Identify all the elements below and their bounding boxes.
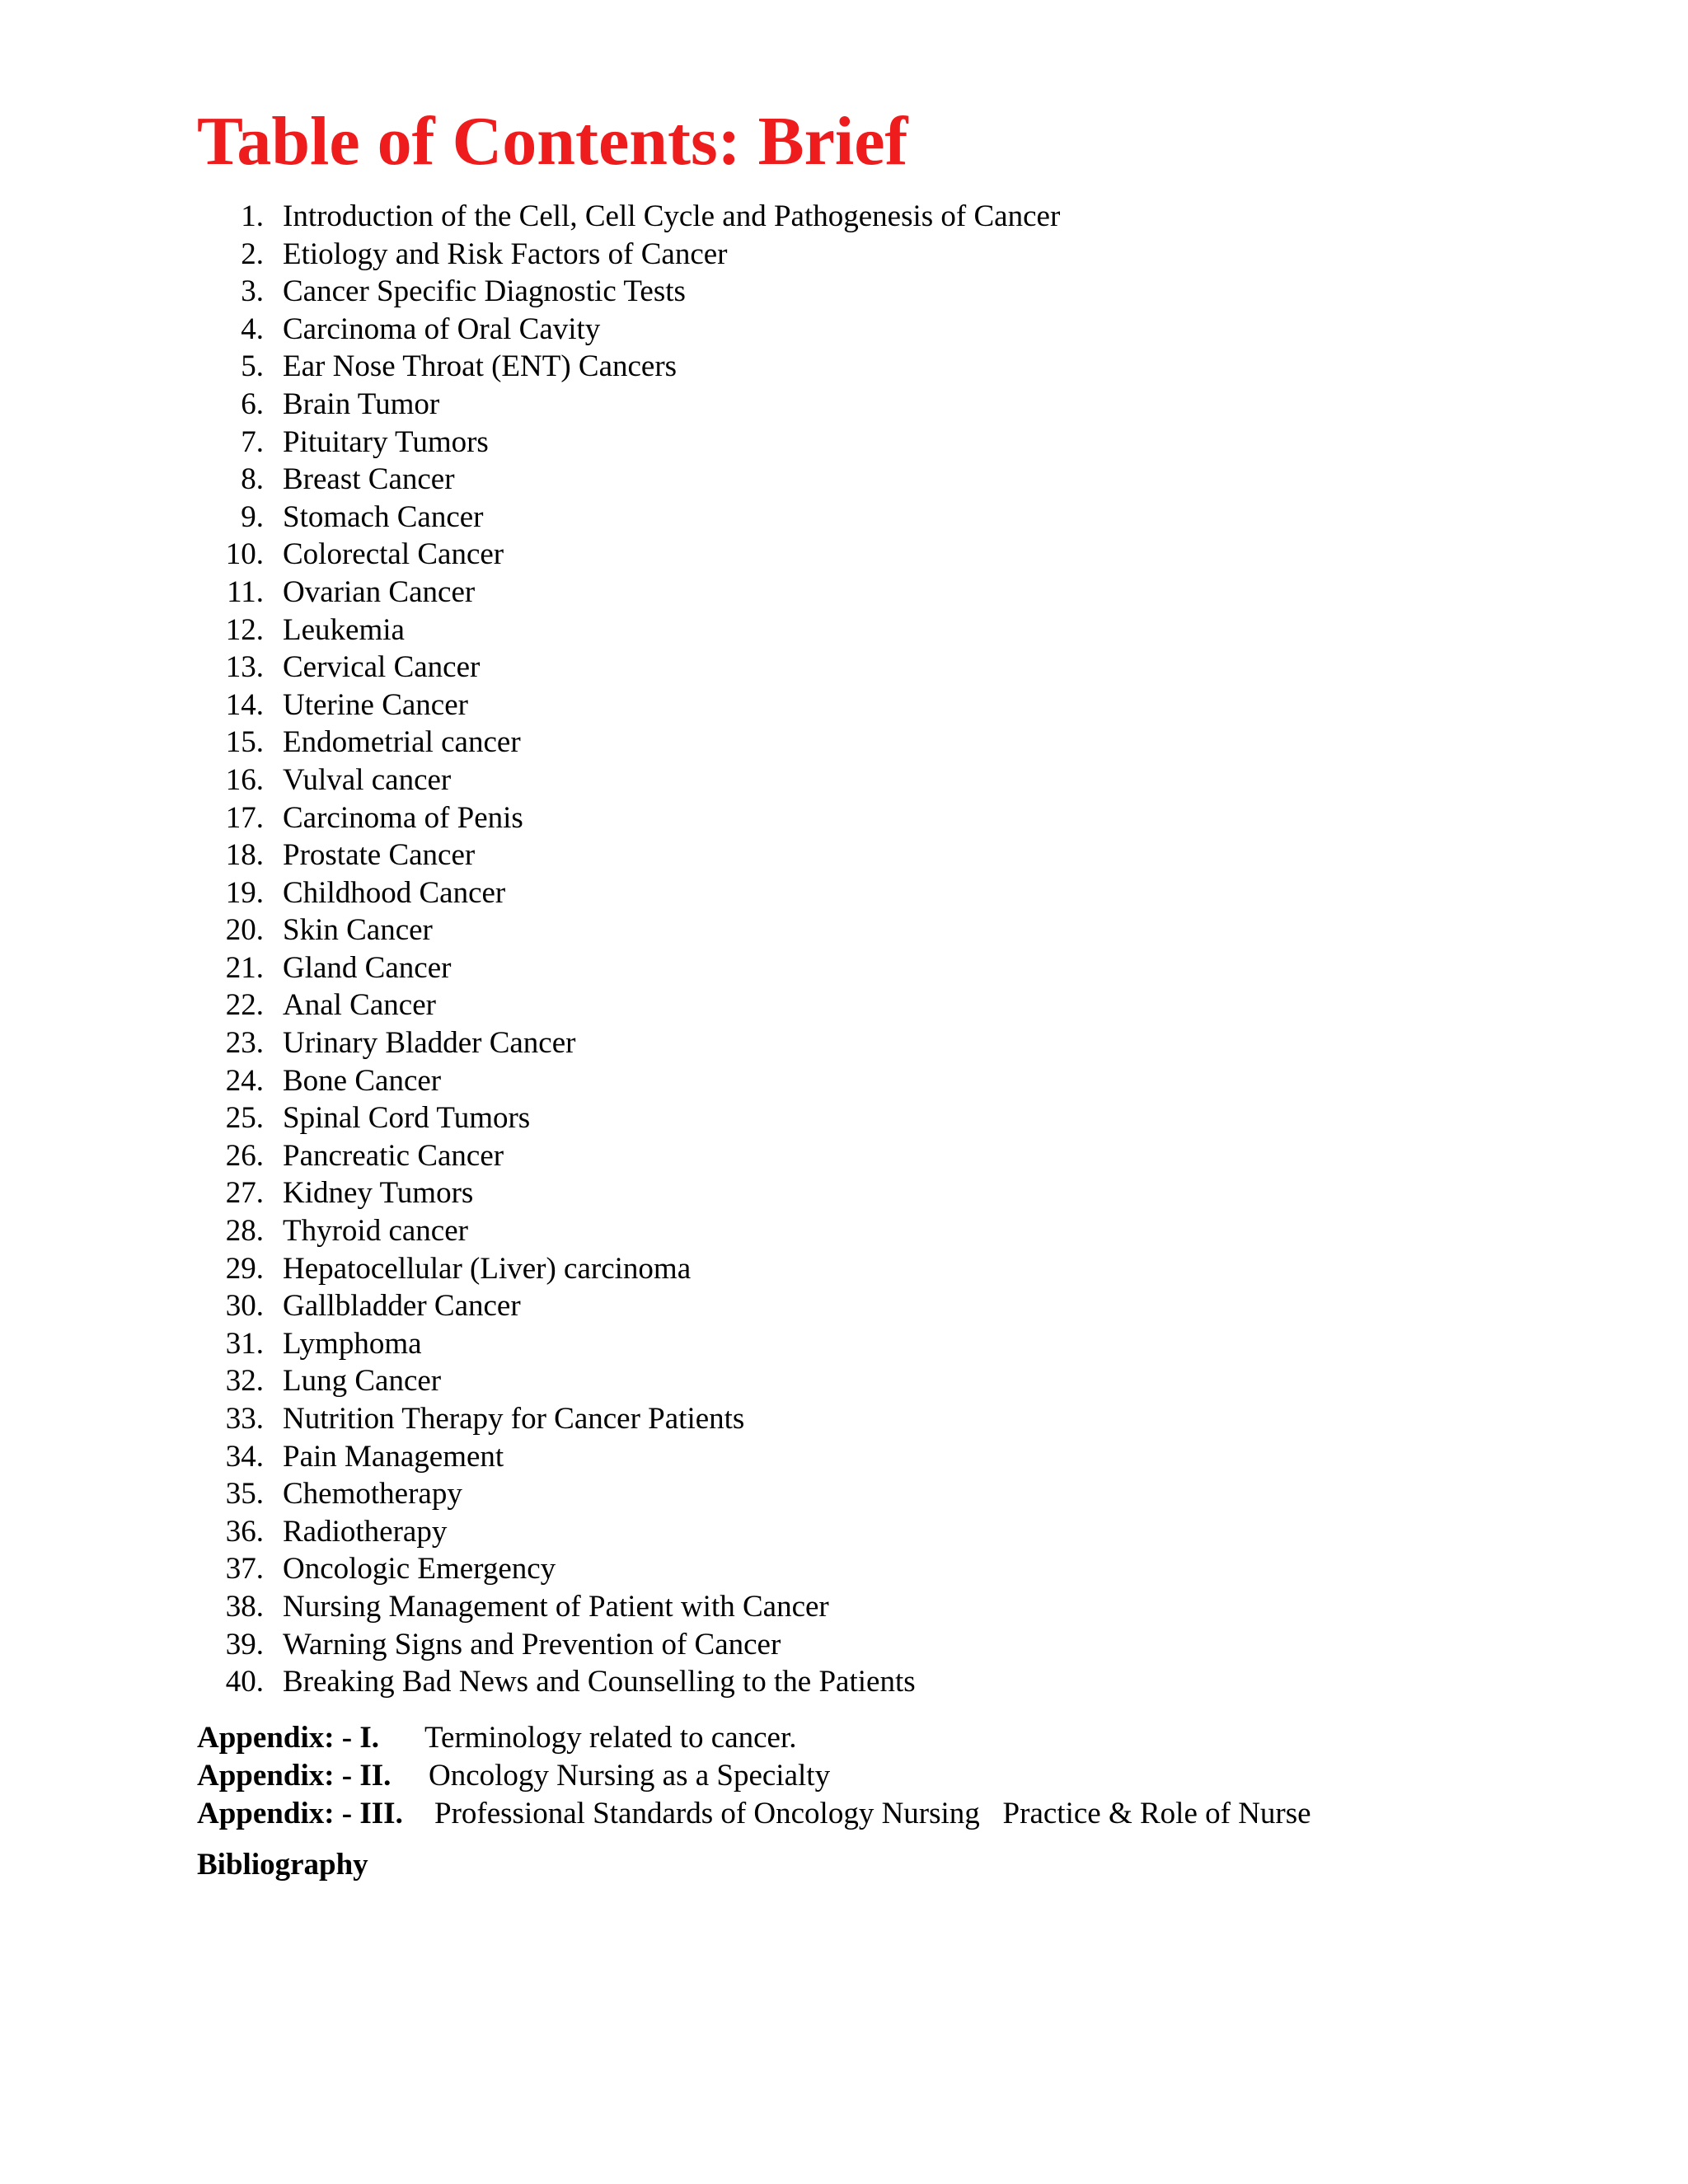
chapter-title: Hepatocellular (Liver) carcinoma <box>283 1251 692 1286</box>
chapter-item <box>0 574 1688 612</box>
appendix-label: Appendix: - I. <box>197 1721 380 1755</box>
chapter-number: 34. <box>225 1439 264 1474</box>
chapter-title: Endometrial cancer <box>283 725 521 760</box>
chapter-title: Urinary Bladder Cancer <box>283 1026 576 1061</box>
chapter-number: 35. <box>225 1477 264 1511</box>
chapter-number: 9. <box>241 499 264 534</box>
chapter-title: Kidney Tumors <box>283 1176 474 1211</box>
chapter-item <box>0 1099 1688 1137</box>
chapter-title: Gland Cancer <box>283 950 452 985</box>
chapter-number: 18. <box>225 838 264 873</box>
chapter-number: 16. <box>225 762 264 797</box>
chapter-number: 1. <box>241 199 264 233</box>
chapter-number: 2. <box>241 237 264 271</box>
chapter-item <box>0 912 1688 949</box>
chapter-item <box>0 1250 1688 1288</box>
chapter-title: Skin Cancer <box>283 913 433 948</box>
chapter-item <box>0 311 1688 349</box>
chapter-number: 23. <box>225 1026 264 1061</box>
chapter-title: Cancer Specific Diagnostic Tests <box>283 274 686 309</box>
chapter-title: Anal Cancer <box>283 988 436 1023</box>
page-title: Table of Contents: Brief <box>197 103 908 180</box>
chapter-item <box>0 762 1688 799</box>
chapter-title: Leukemia <box>283 612 405 647</box>
chapter-title: Etiology and Risk Factors of Cancer <box>283 237 728 271</box>
appendix-label: Appendix: - II. <box>197 1759 392 1793</box>
chapter-item <box>0 649 1688 687</box>
chapter-number: 36. <box>225 1514 264 1549</box>
appendix-item <box>197 1719 1648 1757</box>
chapter-number: 10. <box>225 537 264 572</box>
chapter-item <box>0 1062 1688 1100</box>
chapter-item <box>0 1626 1688 1664</box>
chapter-title: Gallbladder Cancer <box>283 1289 521 1324</box>
chapter-number: 15. <box>225 725 264 760</box>
chapter-number: 6. <box>241 387 264 421</box>
chapter-number: 20. <box>225 913 264 948</box>
chapter-title: Introduction of the Cell, Cell Cycle and Pathogenesis of Cancer <box>283 199 1061 233</box>
chapter-title: Lung Cancer <box>283 1364 442 1399</box>
chapter-title: Vulval cancer <box>283 762 452 797</box>
chapter-item <box>0 1550 1688 1588</box>
chapter-item <box>0 874 1688 912</box>
chapter-title: Cervical Cancer <box>283 650 481 685</box>
chapter-item <box>0 1663 1688 1701</box>
chapter-title: Nutrition Therapy for Cancer Patients <box>283 1402 745 1436</box>
chapter-number: 29. <box>225 1251 264 1286</box>
chapter-item <box>0 837 1688 874</box>
chapter-item <box>0 1174 1688 1212</box>
chapter-title: Radiotherapy <box>283 1514 448 1549</box>
chapter-number: 22. <box>225 988 264 1023</box>
chapter-title: Ear Nose Throat (ENT) Cancers <box>283 349 678 384</box>
chapter-title: Breaking Bad News and Counselling to the Patients <box>283 1665 916 1699</box>
chapter-item <box>0 949 1688 987</box>
chapter-item <box>0 499 1688 537</box>
chapter-title: Stomach Cancer <box>283 499 484 534</box>
chapter-title: Uterine Cancer <box>283 687 468 722</box>
chapter-item <box>0 198 1688 236</box>
chapter-item <box>0 1438 1688 1476</box>
chapter-number: 3. <box>241 274 264 309</box>
chapter-item <box>0 987 1688 1024</box>
chapter-number: 14. <box>225 687 264 722</box>
chapter-item <box>0 1137 1688 1175</box>
chapter-title: Lymphoma <box>283 1326 422 1361</box>
chapter-number: 24. <box>225 1063 264 1098</box>
chapter-item <box>0 1212 1688 1250</box>
chapter-title: Breast Cancer <box>283 462 455 497</box>
chapter-item <box>0 612 1688 649</box>
chapter-item <box>0 348 1688 386</box>
chapter-number: 39. <box>225 1627 264 1661</box>
chapter-item <box>0 386 1688 424</box>
chapter-title: Brain Tumor <box>283 387 440 421</box>
chapter-title: Warning Signs and Prevention of Cancer <box>283 1627 781 1661</box>
chapter-title: Spinal Cord Tumors <box>283 1101 531 1136</box>
appendix-item <box>197 1795 1648 1833</box>
chapter-item <box>0 1513 1688 1551</box>
chapter-item <box>0 724 1688 762</box>
chapter-number: 12. <box>225 612 264 647</box>
chapter-number: 8. <box>241 462 264 497</box>
chapter-title: Thyroid cancer <box>283 1214 468 1249</box>
chapter-title: Childhood Cancer <box>283 875 506 910</box>
chapter-number: 5. <box>241 349 264 384</box>
bibliography-heading: Bibliography <box>197 1848 368 1882</box>
chapter-item <box>0 424 1688 462</box>
chapter-title: Prostate Cancer <box>283 838 476 873</box>
chapter-number: 21. <box>225 950 264 985</box>
chapter-item <box>0 1588 1688 1626</box>
chapter-item <box>0 1325 1688 1363</box>
chapter-number: 4. <box>241 312 264 346</box>
chapter-item <box>0 1362 1688 1400</box>
chapter-number: 30. <box>225 1289 264 1324</box>
chapter-list <box>0 198 1688 1701</box>
chapter-item <box>0 236 1688 274</box>
chapter-number: 19. <box>225 875 264 910</box>
chapter-title: Oncologic Emergency <box>283 1552 556 1586</box>
chapter-title: Carcinoma of Penis <box>283 800 523 835</box>
chapter-item <box>0 1400 1688 1438</box>
chapter-item <box>0 461 1688 499</box>
chapter-item <box>0 273 1688 311</box>
chapter-number: 7. <box>241 424 264 459</box>
chapter-number: 38. <box>225 1589 264 1624</box>
chapter-title: Nursing Management of Patient with Cancer <box>283 1589 829 1624</box>
chapter-title: Bone Cancer <box>283 1063 442 1098</box>
chapter-item <box>0 799 1688 837</box>
appendix-title: Terminology related to cancer. <box>424 1721 797 1755</box>
chapter-number: 11. <box>227 574 264 609</box>
appendix-title: Oncology Nursing as a Specialty <box>429 1759 831 1793</box>
appendix-label: Appendix: - III. <box>197 1797 403 1830</box>
chapter-number: 13. <box>225 650 264 685</box>
chapter-number: 25. <box>225 1101 264 1136</box>
appendix-title: Professional Standards of Oncology Nursing Practice & Role of Nurse <box>434 1797 1311 1830</box>
chapter-number: 17. <box>225 800 264 835</box>
chapter-title: Ovarian Cancer <box>283 574 476 609</box>
chapter-item <box>0 687 1688 724</box>
chapter-number: 40. <box>225 1665 264 1699</box>
chapter-title: Pituitary Tumors <box>283 424 489 459</box>
chapter-title: Pain Management <box>283 1439 504 1474</box>
chapter-item <box>0 1287 1688 1325</box>
chapter-title: Carcinoma of Oral Cavity <box>283 312 601 346</box>
chapter-number: 37. <box>225 1552 264 1586</box>
chapter-number: 28. <box>225 1214 264 1249</box>
chapter-item <box>0 536 1688 574</box>
chapter-title: Chemotherapy <box>283 1477 462 1511</box>
chapter-number: 32. <box>225 1364 264 1399</box>
chapter-number: 27. <box>225 1176 264 1211</box>
chapter-title: Colorectal Cancer <box>283 537 504 572</box>
chapter-number: 33. <box>225 1402 264 1436</box>
chapter-item <box>0 1475 1688 1513</box>
appendix-list <box>197 1719 1648 1833</box>
chapter-number: 26. <box>225 1138 264 1173</box>
chapter-title: Pancreatic Cancer <box>283 1138 504 1173</box>
appendix-item <box>197 1757 1648 1795</box>
chapter-item <box>0 1024 1688 1062</box>
chapter-number: 31. <box>225 1326 264 1361</box>
